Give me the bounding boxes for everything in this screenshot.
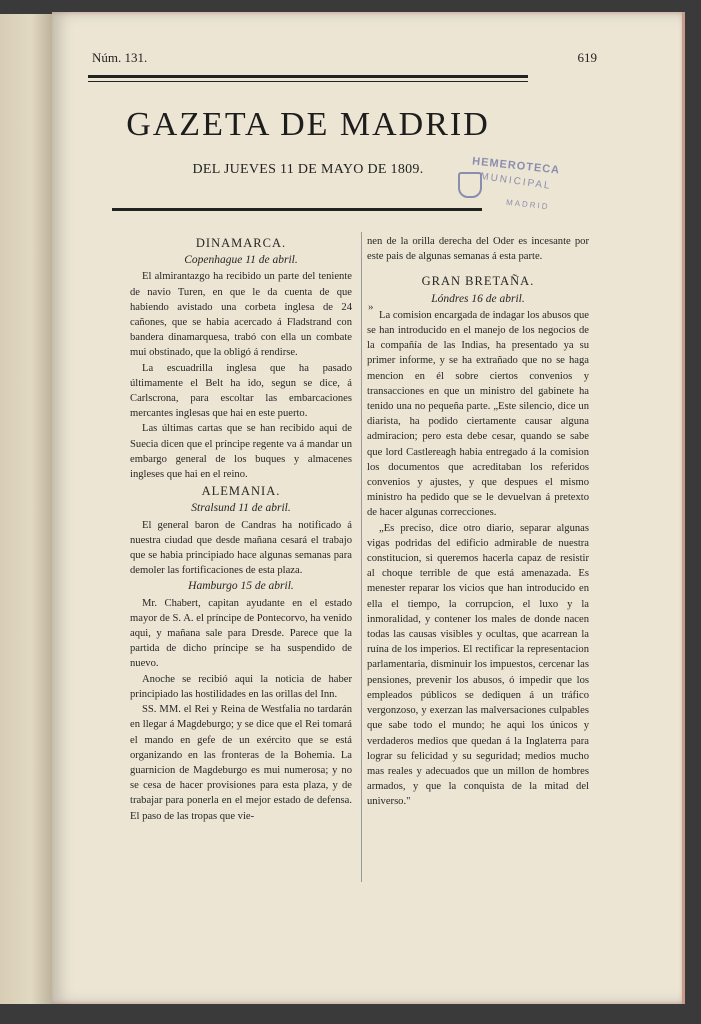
facing-page-edge [0, 14, 52, 1004]
dateline-londres: Lóndres 16 de abril. [431, 292, 525, 305]
page-header [92, 50, 597, 66]
left-column [130, 234, 352, 824]
paragraph: Mr. Chabert, capitan ayudante en el estado mayor de S. A. el príncipe de Pontecorvo, ha venido aqui, y mañana sale para Dresde. Parece que la partida de dicho príncipe se ha suspendido de nuevo. [130, 597, 352, 670]
header-rule [88, 75, 528, 82]
issue-number: Núm. 131. [92, 50, 148, 65]
paragraph: SS. MM. el Rei y Reina de Westfalia no tardarán en llegar á Magdeburgo; y se dice que el Rei tomará el mando en gefe de un exército que se está organizando en las fronteras de la Bohemia. La guarnicion de Magdeburgo es mui numerosa; y no se cesa de hacer provisiones para esta plaza, y de trabajar para ponerla en el mejor estado de defensa. El paso de las tropas que vie- [130, 704, 352, 822]
right-column [367, 234, 589, 810]
paragraph-continuation: nen de la orilla derecha del Oder es incesante por este pais de algunas semanas á esta parte. [367, 236, 589, 263]
paragraph: La comision encargada de indagar los abusos que se han introducido en el manejo de los negocios de la compañía de las Indias, ha presentado ya su primer informe, y se ha extrañado que no se haga mencion en él sobre ciertos convenios y transacciones en que un ministro del gabinete ha tenido una no pequeña parte. „Este silencio, dice un diarista, ha podido ciertamente causar alguna admiracion; pero esta debe cesar, quando se sabe que lord Castlereagh habia entregado á la comision los documentos que acreditaban los referidos convenios y ajustes, y que despues el mismo ministro ha pedido que se le devuelvan á pretexto de hacer algunas correcciones. [367, 309, 589, 519]
crest-icon [458, 172, 482, 198]
paragraph: „Es preciso, dice otro diario, separar algunas vigas podridas del edificio admirable de nuestra constitucion, si queremos hacerla capaz de resistir al choque terrible de que está amenazada. Es menester reparar los vicios que han introducido en ella el tiempo, la corrupcion, el luxo y la inmoralidad, y contener los males de donde nacen todas las causas visibles y ocultas, que acarrean la ruína de los imperios. El rectificar la representacion parlamentaria, disminuir los impuestos, cercenar las pensiones, prevenir los abusos, ó impedir que los empleados públicos se dediquen á un tráfico vergonzoso, y exerzan las malversaciones culpables que sabe todo el mundo; he aqui los únicos y verdaderos medios que quedan á la Inglaterra para lograr su felicidad y su seguridad; medios mucho mas reales y adecuados que un millon de hombres armados, y que la conquista de la mitad del universo." [367, 522, 589, 808]
stamp-line-2: MUNICIPAL [479, 171, 553, 192]
dateline-copenhague: Copenhague 11 de abril. [184, 254, 298, 267]
dateline-hamburgo: Hamburgo 15 de abril. [188, 580, 294, 593]
masthead-date: DEL JUEVES 11 DE MAYO DE 1809. [192, 162, 424, 177]
masthead-rule [112, 208, 482, 211]
paragraph: Anoche se recibió aqui la noticia de haber principiado las hostilidades en las orillas del Inn. [130, 673, 352, 700]
paragraph: Las últimas cartas que se han recibido aqui de Suecia dicen que el príncipe regente va á mandar un embargo general de los buques y almacenes ingleses que hai en el reino. [130, 423, 352, 481]
stamp-line-1: HEMEROTECA [471, 155, 561, 177]
paragraph: El almirantazgo ha recibido un parte del teniente de navio Turen, en que le da cuenta de que habiendo avistado una corbeta inglesa de 24 cañones, que se habia acercado á Fladstrand con bandera dinamarquesa, trabó con ella un combate mui obstinado, que la obligó á rendirse. [130, 271, 352, 359]
stamp-line-3: MADRID [505, 197, 550, 212]
margin-marker: » [368, 301, 374, 313]
column-divider [361, 232, 362, 882]
paragraph: El general baron de Candras ha notificado á nuestra ciudad que desde mañana cesará el trabajo que se habia principiado hace algunas semanas para demoler las fortificaciones de esta plaza. [130, 519, 352, 577]
dateline-stralsund: Stralsund 11 de abril. [191, 502, 291, 515]
paragraph: La escuadrilla inglesa que ha pasado últimamente el Belt ha ido, segun se dice, á Carlscrona, para escoltar las embarcaciones mercantes inglesas que hai en este puerto. [130, 362, 352, 420]
section-heading-alemania: ALEMANIA. [201, 484, 281, 499]
library-stamp [458, 155, 598, 214]
page-number: 619 [577, 50, 597, 65]
section-heading-gran-bretana: GRAN BRETAÑA. [421, 274, 535, 289]
section-heading-dinamarca: DINAMARCA. [195, 236, 287, 250]
masthead-title: GAZETA DE MADRID [126, 106, 490, 143]
page-edge [682, 12, 685, 1004]
